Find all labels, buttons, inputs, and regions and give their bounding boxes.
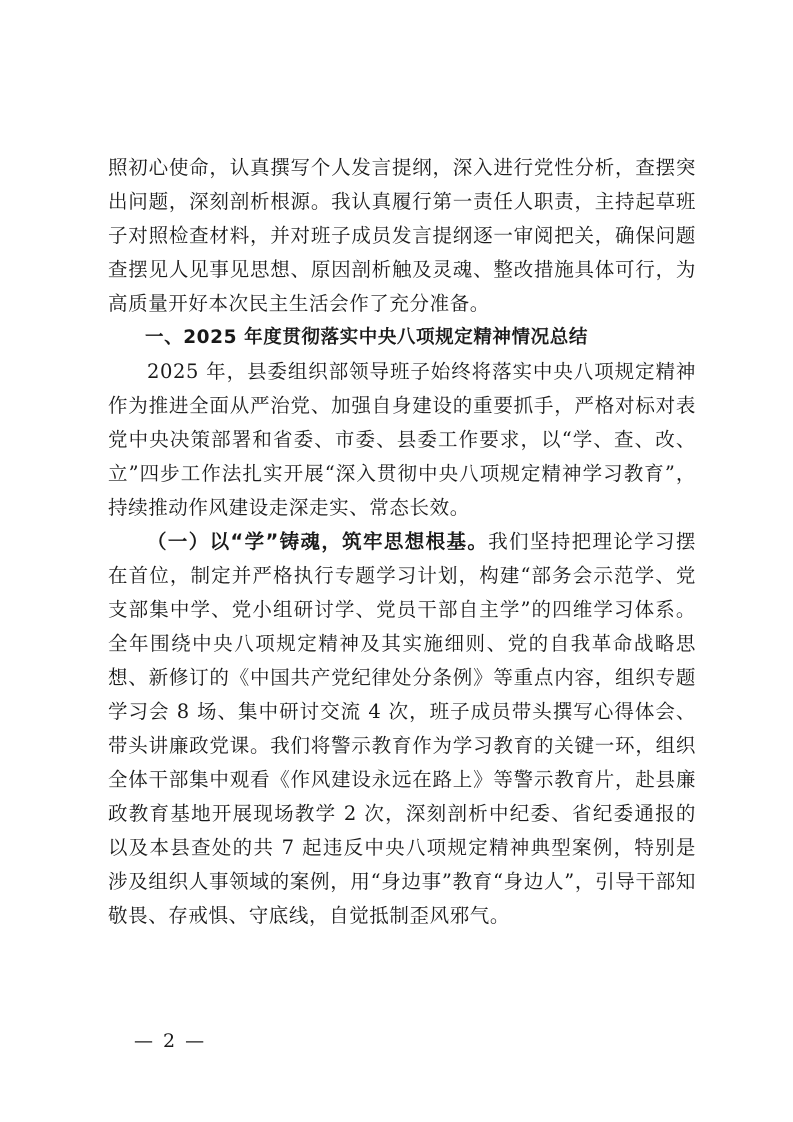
section-heading: 一、2025 年度贯彻落实中央八项规定精神情况总结: [145, 327, 588, 348]
page-number: — 2 —: [134, 1030, 207, 1052]
subsection-paragraph: [108, 525, 696, 933]
subsection-body: 我们坚持把理论学习摆在首位，制定并严格执行专题学习计划，构建“部务会示范学、党支部集中学、党小组研讨学、党员干部自主学”的四维学习体系。全年围绕中央八项规定精神及其实施细则、党的自我革命战略思想、新修订的《中国共产党纪律处分条例》等重点内容，组织专题学习会 8 场、集中研讨交流 4 次，班子成员带头撰写心得体会、带头讲廉政党课。我们将警示教育作为学习教育的关键一环，组织全体干部集中观看《作风建设永远在路上》等警示教育片，赴县廉政教育基地开展现场教学 2 次，深刻剖析中纪委、省纪委通报的以及本县查处的共 7 起违反中央八项规定精神典型案例，特别是涉及组织人事领域的案例，用“身边事”教育“身边人”，引导干部知敬畏、存戒惧、守底线，自觉抵制歪风邪气。: [108, 530, 696, 927]
document-body: [108, 151, 696, 933]
section-paragraph: 2025 年，县委组织部领导班子始终将落实中央八项规定精神作为推进全面从严治党、加强自身建设的重要抓手，严格对标对表党中央决策部署和省委、市委、县委工作要求，以“学、查、改、立”四步工作法扎实开展“深入贯彻中央八项规定精神学习教育”，持续推动作风建设走深走实、常态长效。: [108, 360, 696, 519]
subsection-heading: （一）以“学”铸魂，筑牢思想根基。: [147, 530, 489, 553]
intro-paragraph: 照初心使命，认真撰写个人发言提纲，深入进行党性分析，查摆突出问题，深刻剖析根源。我认真履行第一责任人职责，主持起草班子对照检查材料，并对班子成员发言提纲逐一审阅把关，确保问题查摆见人见事见思想、原因剖析触及灵魂、整改措施具体可行，为高质量开好本次民主生活会作了充分准备。: [108, 156, 696, 315]
